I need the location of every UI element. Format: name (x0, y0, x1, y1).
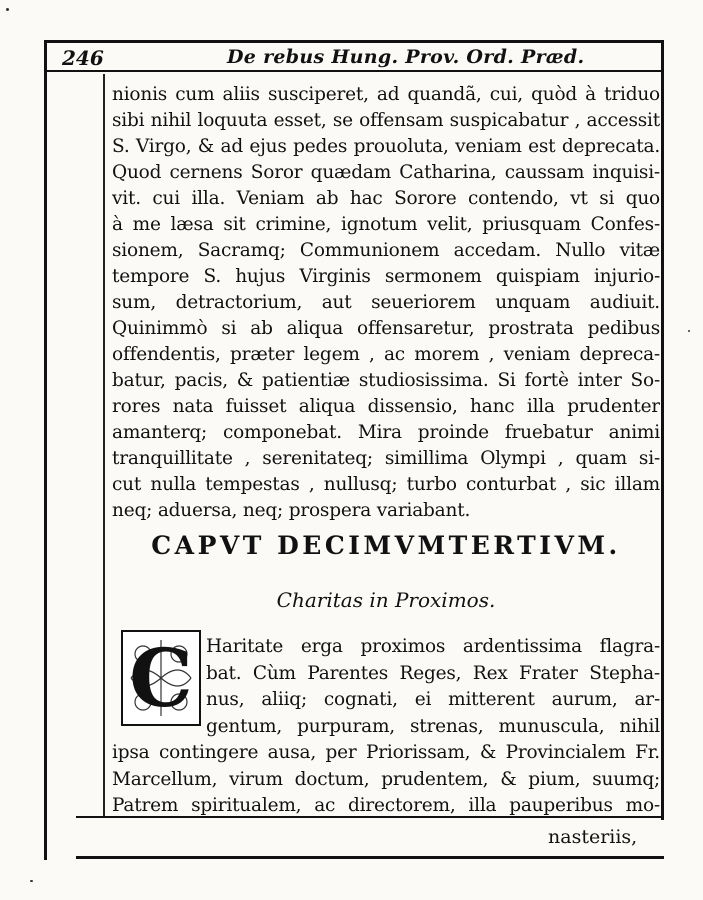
text-line: neq; aduersa, neq; prospera variabant. (112, 500, 471, 521)
text-line: Patrem spiritualem, ac directorem, illa pauperibus mo- (112, 795, 660, 816)
text-line: sibi nihil loquuta esset, se offensam suspicabatur , accessit (112, 110, 660, 131)
text-line: Haritate erga proximos ardentissima flagra- (206, 636, 660, 657)
text-line: rores nata fuisset aliqua dissensio, hanc illa prudenter (112, 396, 660, 417)
text-line: ipsa contingere ausa, per Priorissam, & Provincialem Fr. (112, 742, 660, 763)
text-margin-rule (103, 74, 105, 816)
frame-bottom-rule-outer (76, 856, 664, 859)
chapter-heading: CAPVT DECIMVMTERTIVM. (151, 531, 621, 560)
body-text (112, 82, 660, 524)
text-line: Marcellum, virum doctum, prudentem, & pium, suumq; (112, 768, 660, 790)
page-number: 246 (62, 46, 104, 70)
text-line: offendentis, præter legem , ac morem , veniam depreca- (112, 344, 660, 365)
header-rule (44, 70, 664, 72)
print-speck (30, 880, 33, 882)
text-line: nionis cum aliis susciperet, ad quandã, cui, quòd à triduo (112, 84, 660, 105)
text-line: vit. cui illa. Veniam ab hac Sorore contendo, vt si quo (112, 188, 660, 209)
print-speck (688, 330, 690, 332)
text-line: S. Virgo, & ad ejus pedes prouoluta, veniam est deprecata. (112, 136, 660, 157)
frame-left-rule (44, 40, 47, 860)
drop-cap-letter: C (129, 631, 193, 725)
text-line: à me læsa sit crimine, ignotum velit, priusquam Confes- (112, 214, 660, 235)
text-line: Quinimmò si ab aliqua offensaretur, prostrata pedibus (112, 318, 660, 339)
text-line: Quod cernens Soror quædam Catharina, caussam inquisi- (112, 162, 660, 183)
print-speck (6, 8, 9, 11)
text-line: tempore S. hujus Virginis sermonem quispiam injurio- (112, 266, 660, 287)
catchword: nasteriis, (548, 826, 638, 848)
frame-top-rule (44, 40, 664, 43)
text-line: gentum, purpuram, strenas, munuscula, nihil (206, 715, 660, 737)
text-line: bat. Cùm Parentes Reges, Rex Frater Stepha- (206, 662, 660, 684)
text-line: tranquillitate , serenitateq; simillima Olympi , quam si- (112, 448, 660, 469)
text-line: sionem, Sacramq; Communionem accedam. Nullo vitæ (112, 240, 660, 261)
running-head: De rebus Hung. Prov. Ord. Præd. (227, 46, 585, 68)
section-text (112, 631, 660, 820)
chapter-subtitle: Charitas in Proximos. (276, 588, 496, 612)
frame-right-rule (661, 40, 664, 820)
text-line: nus, aliiq; cognati, ei mitterent aurum, ar- (206, 689, 660, 710)
text-line: batur, pacis, & patientiæ studiosissima. Si fortè inter So- (112, 370, 660, 391)
text-line: sum, detractorium, aut seueriorem unquam audiuit. (112, 292, 660, 313)
text-line: cut nulla tempestas , nullusq; turbo conturbat , sic illam (112, 474, 660, 495)
text-line: amanterq; componebat. Mira proinde fruebatur animi (112, 422, 660, 443)
